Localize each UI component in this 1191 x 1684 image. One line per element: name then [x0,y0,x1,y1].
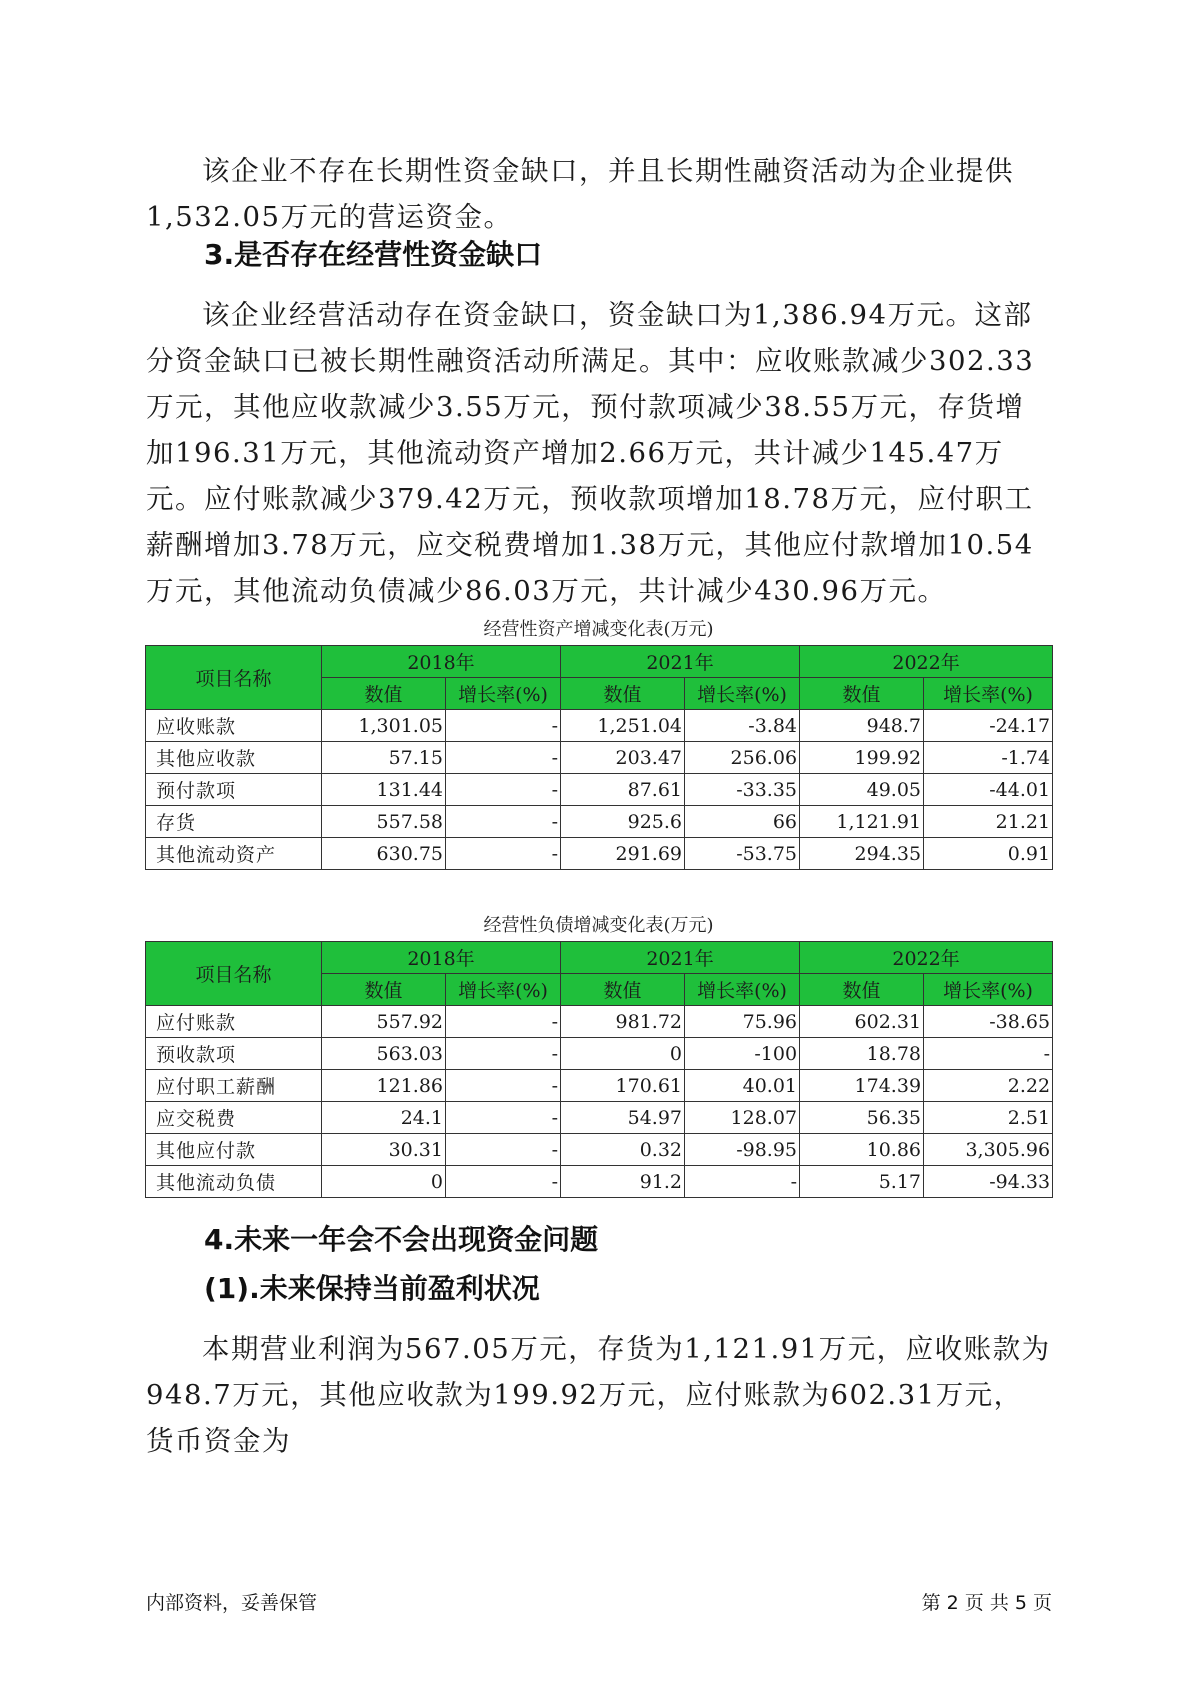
row-cell: 948.7 [800,710,924,742]
row-cell: -44.01 [924,774,1053,806]
row-cell: 66 [685,806,800,838]
table-row [146,1134,1053,1166]
row-cell: 256.06 [685,742,800,774]
row-item-name: 其他流动资产 [146,838,322,870]
header-year: 2018年 [322,942,561,974]
operating-liabilities-table [145,941,1053,1198]
paragraph-current-profit: 本期营业利润为567.05万元，存货为1,121.91万元，应收账款为948.7万元，其他应收款为199.92万元，应付账款为602.31万元，货币资金为 [146,1333,1051,1457]
header-value: 数值 [322,974,446,1006]
row-cell: - [446,1134,561,1166]
row-item-name: 其他应付款 [146,1134,322,1166]
header-year: 2018年 [322,646,561,678]
paragraph-long-term-gap: 该企业不存在长期性资金缺口，并且长期性融资活动为企业提供1,532.05万元的营运资金。 [146,155,1014,233]
table-header-row [146,942,1053,974]
row-cell: 18.78 [800,1038,924,1070]
row-cell: 563.03 [322,1038,446,1070]
row-cell: 203.47 [561,742,685,774]
table-row [146,806,1053,838]
row-item-name: 应付账款 [146,1006,322,1038]
row-cell: 630.75 [322,838,446,870]
row-cell: - [685,1166,800,1198]
table-row [146,774,1053,806]
header-growth-rate: 增长率(%) [446,974,561,1006]
row-cell: 56.35 [800,1102,924,1134]
row-cell: 294.35 [800,838,924,870]
row-cell: 128.07 [685,1102,800,1134]
row-item-name: 预付款项 [146,774,322,806]
row-item-name: 存货 [146,806,322,838]
row-cell: 291.69 [561,838,685,870]
row-cell: 0.91 [924,838,1053,870]
row-cell: -3.84 [685,710,800,742]
row-cell: 925.6 [561,806,685,838]
row-cell: -1.74 [924,742,1053,774]
header-value: 数值 [800,678,924,710]
row-cell: - [446,774,561,806]
row-item-name: 其他应收款 [146,742,322,774]
header-growth-rate: 增长率(%) [924,678,1053,710]
table-caption-liabilities: 经营性负债增减变化表(万元) [483,915,714,936]
row-cell: 2.22 [924,1070,1053,1102]
operating-assets-table [145,645,1053,870]
row-cell: -24.17 [924,710,1053,742]
row-cell: - [446,1166,561,1198]
row-cell: 199.92 [800,742,924,774]
paragraph-operating-gap: 该企业经营活动存在资金缺口，资金缺口为1,386.94万元。这部分资金缺口已被长期性融资活动所满足。其中：应收账款减少302.33万元，其他应收款减少3.55万元，预付款项减少38.55万元，存货增加196.31万元，其他流动资产增加2.66万元，共计减少145.47万元。应付账款减少379.42万元，预收款项增加18.78万元，应付职工薪酬增加3.78万元，应交税费增加1.38万元，其他应付款增加10.54万元，其他流动负债减少86.03万元，共计减少430.96万元。 [146,299,1035,607]
row-cell: 49.05 [800,774,924,806]
section-heading-future-funding: 4.未来一年会不会出现资金问题 [204,1223,599,1256]
row-cell: - [446,838,561,870]
row-cell: 40.01 [685,1070,800,1102]
row-cell: 87.61 [561,774,685,806]
header-growth-rate: 增长率(%) [924,974,1053,1006]
row-cell: 0 [561,1038,685,1070]
row-cell: 91.2 [561,1166,685,1198]
row-cell: -53.75 [685,838,800,870]
row-cell: 174.39 [800,1070,924,1102]
row-cell: -94.33 [924,1166,1053,1198]
header-value: 数值 [561,678,685,710]
row-cell: 75.96 [685,1006,800,1038]
subsection-heading-current-profit: (1).未来保持当前盈利状况 [204,1272,540,1305]
row-cell: - [924,1038,1053,1070]
header-year: 2022年 [800,646,1053,678]
header-item-name: 项目名称 [146,942,322,1006]
row-cell: 1,121.91 [800,806,924,838]
table-row [146,1038,1053,1070]
row-cell: 602.31 [800,1006,924,1038]
row-cell: - [446,1006,561,1038]
header-year: 2021年 [561,942,800,974]
header-value: 数值 [322,678,446,710]
row-cell: - [446,1102,561,1134]
row-cell: 54.97 [561,1102,685,1134]
row-cell: 1,251.04 [561,710,685,742]
table-row [146,742,1053,774]
header-growth-rate: 增长率(%) [685,678,800,710]
row-item-name: 预收款项 [146,1038,322,1070]
row-cell: 1,301.05 [322,710,446,742]
row-cell: 3,305.96 [924,1134,1053,1166]
row-cell: 21.21 [924,806,1053,838]
row-cell: 10.86 [800,1134,924,1166]
row-cell: - [446,710,561,742]
table-row [146,838,1053,870]
row-cell: 557.92 [322,1006,446,1038]
row-cell: 0 [322,1166,446,1198]
row-cell: 121.86 [322,1070,446,1102]
table-caption-assets: 经营性资产增减变化表(万元) [483,619,714,640]
row-cell: 170.61 [561,1070,685,1102]
row-cell: 131.44 [322,774,446,806]
row-cell: -38.65 [924,1006,1053,1038]
section-heading-operating-gap: 3.是否存在经营性资金缺口 [204,238,543,271]
row-cell: -98.95 [685,1134,800,1166]
row-cell: 557.58 [322,806,446,838]
header-value: 数值 [561,974,685,1006]
table-row [146,1070,1053,1102]
row-item-name: 应付职工薪酬 [146,1070,322,1102]
row-cell: - [446,742,561,774]
row-cell: 57.15 [322,742,446,774]
table-row [146,1166,1053,1198]
header-growth-rate: 增长率(%) [685,974,800,1006]
row-cell: - [446,1070,561,1102]
table-row [146,710,1053,742]
header-item-name: 项目名称 [146,646,322,710]
row-cell: 24.1 [322,1102,446,1134]
row-cell: 5.17 [800,1166,924,1198]
row-item-name: 应交税费 [146,1102,322,1134]
table-row [146,1102,1053,1134]
table-row [146,1006,1053,1038]
row-cell: -100 [685,1038,800,1070]
row-item-name: 其他流动负债 [146,1166,322,1198]
row-cell: -33.35 [685,774,800,806]
header-year: 2021年 [561,646,800,678]
row-cell: - [446,1038,561,1070]
row-cell: 30.31 [322,1134,446,1166]
row-cell: - [446,806,561,838]
row-cell: 981.72 [561,1006,685,1038]
table-header-row [146,646,1053,678]
header-year: 2022年 [800,942,1053,974]
header-growth-rate: 增长率(%) [446,678,561,710]
header-value: 数值 [800,974,924,1006]
row-cell: 2.51 [924,1102,1053,1134]
row-cell: 0.32 [561,1134,685,1166]
footer-page-number: 第 2 页 共 5 页 [921,1592,1052,1614]
footer-confidential-note: 内部资料，妥善保管 [146,1592,318,1614]
row-item-name: 应收账款 [146,710,322,742]
